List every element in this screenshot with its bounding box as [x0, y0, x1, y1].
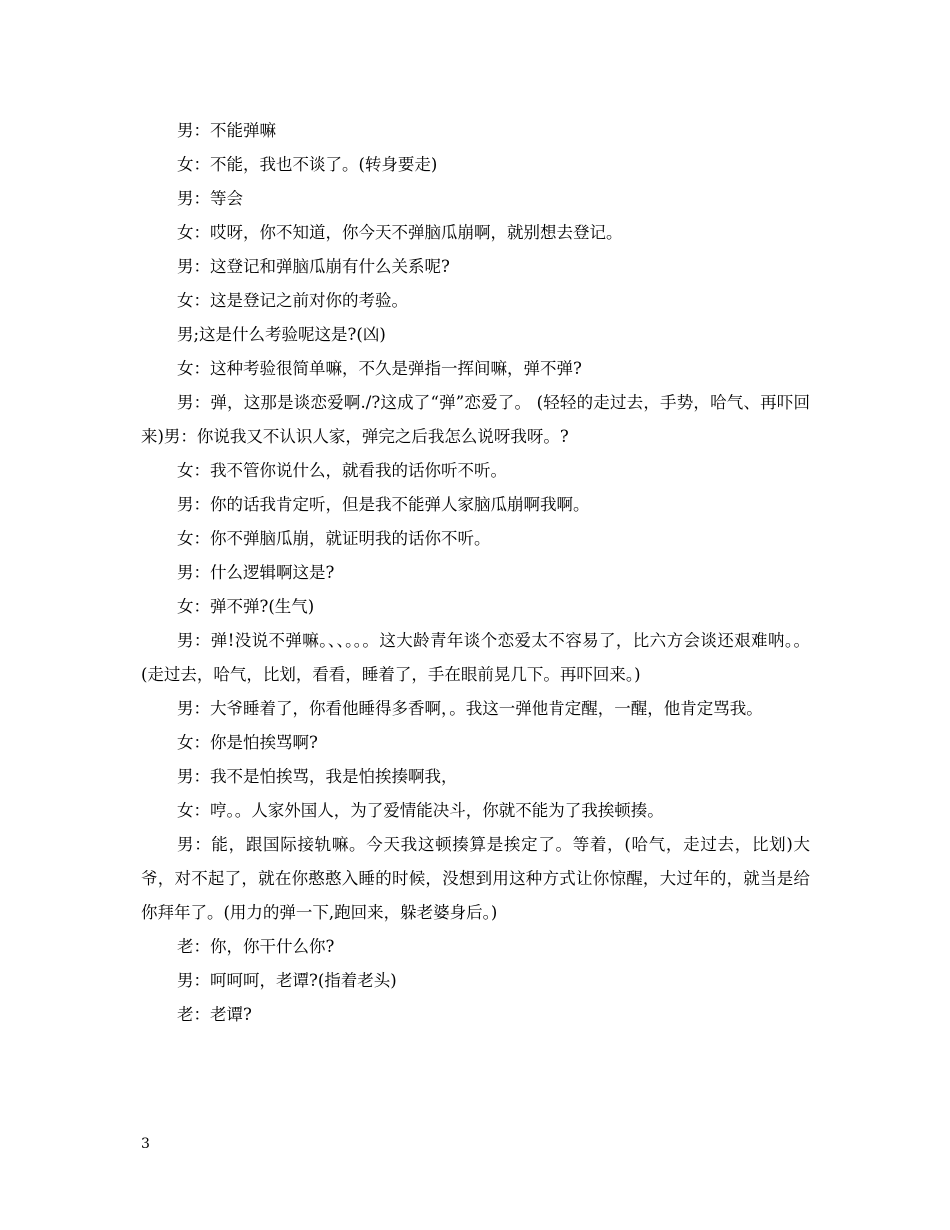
dialogue-line: 男：弹，这那是谈恋爱啊./?这成了“弹”恋爱了。 (轻轻的走过去，手势，哈气、再吓回来)男：你说我又不认识人家，弹完之后我怎么说呀我呀。?: [141, 393, 810, 446]
dialogue-line: 男：呵呵呵，老谭?(指着老头): [177, 971, 397, 990]
dialogue-line: 男：你的话我肯定听，但是我不能弹人家脑瓜崩啊我啊。: [177, 495, 590, 514]
dialogue-line: 女：这是登记之前对你的考验。: [177, 291, 408, 310]
dialogue-line: 老：你，你干什么你?: [177, 937, 335, 956]
dialogue-line: 老：老谭?: [177, 1005, 252, 1024]
dialogue-line: 男：弹!没说不弹嘛。、、。。。这大龄青年谈个恋爱太不容易了，比六方会谈还艰难呐。。(走过去，哈气，比划，看看，睡着了，手在眼前晃几下。再吓回来。): [141, 631, 810, 684]
dialogue-line: 女：我不管你说什么，就看我的话你听不听。: [177, 461, 507, 480]
dialogue-line: 女：哼。。人家外国人，为了爱情能决斗，你就不能为了我挨顿揍。: [177, 801, 664, 820]
dialogue-line: 男;这是什么考验呢这是?(凶): [177, 325, 386, 344]
dialogue-line: 男：等会: [177, 189, 243, 208]
dialogue-line: 男：不能弹嘛: [177, 121, 276, 140]
document-body: [141, 114, 810, 1032]
dialogue-line: 男：这登记和弹脑瓜崩有什么关系呢?: [177, 257, 450, 276]
dialogue-line: 女：你是怕挨骂啊?: [177, 733, 318, 752]
dialogue-line: 男：能，跟国际接轨嘛。今天我这顿揍算是挨定了。等着，(哈气，走过去，比划)大爷，对不起了，就在你憨憨入睡的时候，没想到用这种方式让你惊醒，大过年的，就当是给你拜年了。(用力的弹一下,跑回来，躲老婆身后。): [141, 835, 810, 922]
dialogue-line: 男：我不是怕挨骂，我是怕挨揍啊我，: [177, 767, 458, 786]
dialogue-line: 男：什么逻辑啊这是?: [177, 563, 335, 582]
dialogue-line: 女：哎呀，你不知道，你今天不弹脑瓜崩啊，就别想去登记。: [177, 223, 623, 242]
dialogue-line: 女：弹不弹?(生气): [177, 597, 315, 616]
dialogue-line: 女：你不弹脑瓜崩，就证明我的话你不听。: [177, 529, 491, 548]
dialogue-line: 女：这种考验很简单嘛，不久是弹指一挥间嘛，弹不弹?: [177, 359, 582, 378]
page-number: 3: [141, 1136, 150, 1152]
dialogue-line: 女：不能，我也不谈了。(转身要走): [177, 155, 438, 174]
dialogue-line: 男：大爷睡着了，你看他睡得多香啊，。我这一弹他肯定醒，一醒，他肯定骂我。: [177, 699, 763, 718]
